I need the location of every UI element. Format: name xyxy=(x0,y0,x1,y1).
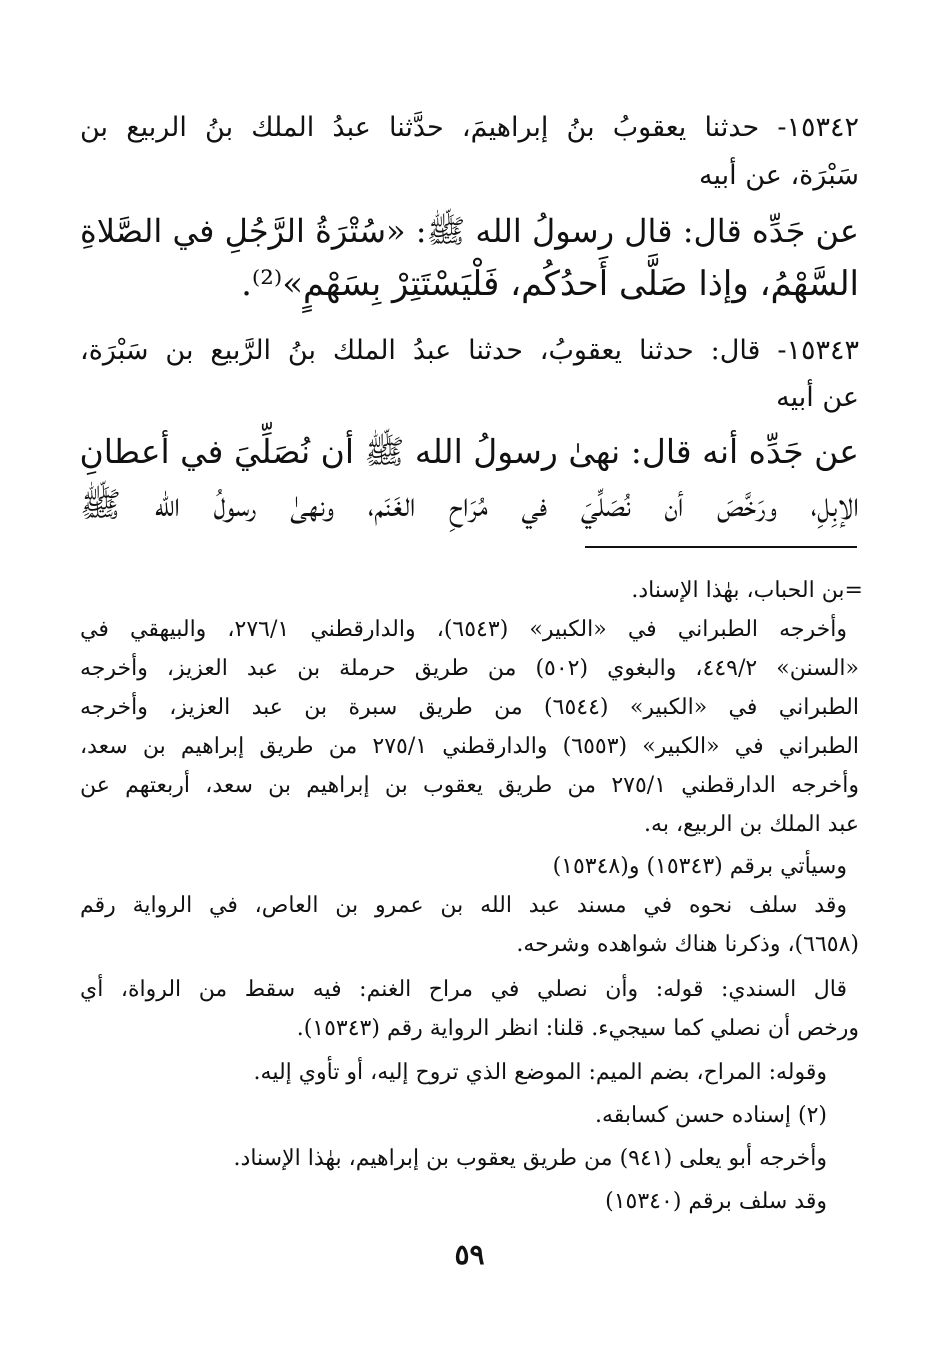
hadith-15343-intro-line-2: عن أبيه xyxy=(776,382,859,413)
footnote-line: الطبراني في «الكبير» (٦٥٤٤) من طريق سبرة بن عبد العزيز، وأخرجه xyxy=(80,695,860,720)
footnote-line: الطبراني في «الكبير» (٦٥٥٣) والدارقطني ٢٧٥/١ من طريق إبراهيم بن سعد، xyxy=(80,734,859,759)
footnote-line: وسيأتي برقم (١٥٣٤٣) و(١٥٣٤٨) xyxy=(552,854,847,879)
footnote-line: وقد سلف نحوه في مسند عبد الله بن عمرو بن العاص، في الرواية رقم xyxy=(80,893,847,918)
footnote-line: (٢) إسناده حسن كسابقه. xyxy=(594,1103,827,1128)
footnote-line: (٦٦٥٨)، وذكرنا هناك شواهده وشرحه. xyxy=(516,932,859,957)
hadith-15342-text-line-1: عن جَدِّه قال: قال رسولُ الله ﷺ: «سُتْرَةُ الرَّجُلِ في الصَّلاةِ xyxy=(80,212,859,250)
footnote-line: «السنن» ٤٤٩/٢، والبغوي (٥٠٢) من طريق حرملة بن عبد العزيز، وأخرجه xyxy=(80,656,859,681)
page-number: ٥٩ xyxy=(454,1238,485,1271)
hadith-15342-intro-line-2: سَبْرَة، عن أبيه xyxy=(699,160,859,191)
footnote-line: وأخرجه الدارقطني ٢٧٥/١ من طريق يعقوب بن إبراهيم بن سعد، أربعتهم عن xyxy=(80,773,860,798)
hadith-15342-text-line-2: السَّهْمُ، وإذا صَلَّى أَحدُكُم، فَلْيَسْتَتِرْ بِسَهْمٍ»⁽²⁾. xyxy=(241,264,859,304)
hadith-15343-intro-line-1: ١٥٣٤٣- قال: حدثنا يعقوبُ، حدثنا عبدُ الملك بنُ الرَّبيع بن سَبْرَة، xyxy=(80,335,859,366)
footnote-line: =بن الحباب، بهٰذا الإسناد. xyxy=(631,578,863,603)
hadith-15343-text-line-2: الإبِلِ، ورَخَّصَ أن نُصَلِّيَ في مُرَاحِ الغَنَم، ونهىٰ رسولُ الله ﷺ xyxy=(80,485,859,525)
footnote-line: وأخرجه الطبراني في «الكبير» (٦٥٤٣)، والدارقطني ٢٧٦/١، والبيهقي في xyxy=(80,617,848,642)
footnote-line: ورخص أن نصلي كما سيجيء. قلنا: انظر الرواية رقم (١٥٣٤٣). xyxy=(296,1016,859,1041)
footnote-line: قال السندي: قوله: وأن نصلي في مراح الغنم: فيه سقط من الرواة، أي xyxy=(80,977,847,1002)
footnote-line: وقد سلف برقم (١٥٣٤٠) xyxy=(605,1189,827,1214)
hadith-15343-text-line-1: عن جَدِّه أنه قال: نهىٰ رسولُ الله ﷺ أن نُصَلِّيَ في أعطانِ xyxy=(79,432,859,471)
footnote-divider xyxy=(585,546,857,548)
hadith-15342-intro-line-1: ١٥٣٤٢- حدثنا يعقوبُ بنُ إبراهيمَ، حدَّثنا عبدُ الملك بنُ الربيع بن xyxy=(80,112,859,143)
footnote-line: وأخرجه أبو يعلى (٩٤١) من طريق يعقوب بن إبراهيم، بهٰذا الإسناد. xyxy=(233,1146,827,1171)
footnote-line: عبد الملك بن الربيع، به. xyxy=(644,812,859,837)
footnote-line: وقوله: المراح، بضم الميم: الموضع الذي تروح إليه، أو تأوي إليه. xyxy=(253,1060,827,1085)
